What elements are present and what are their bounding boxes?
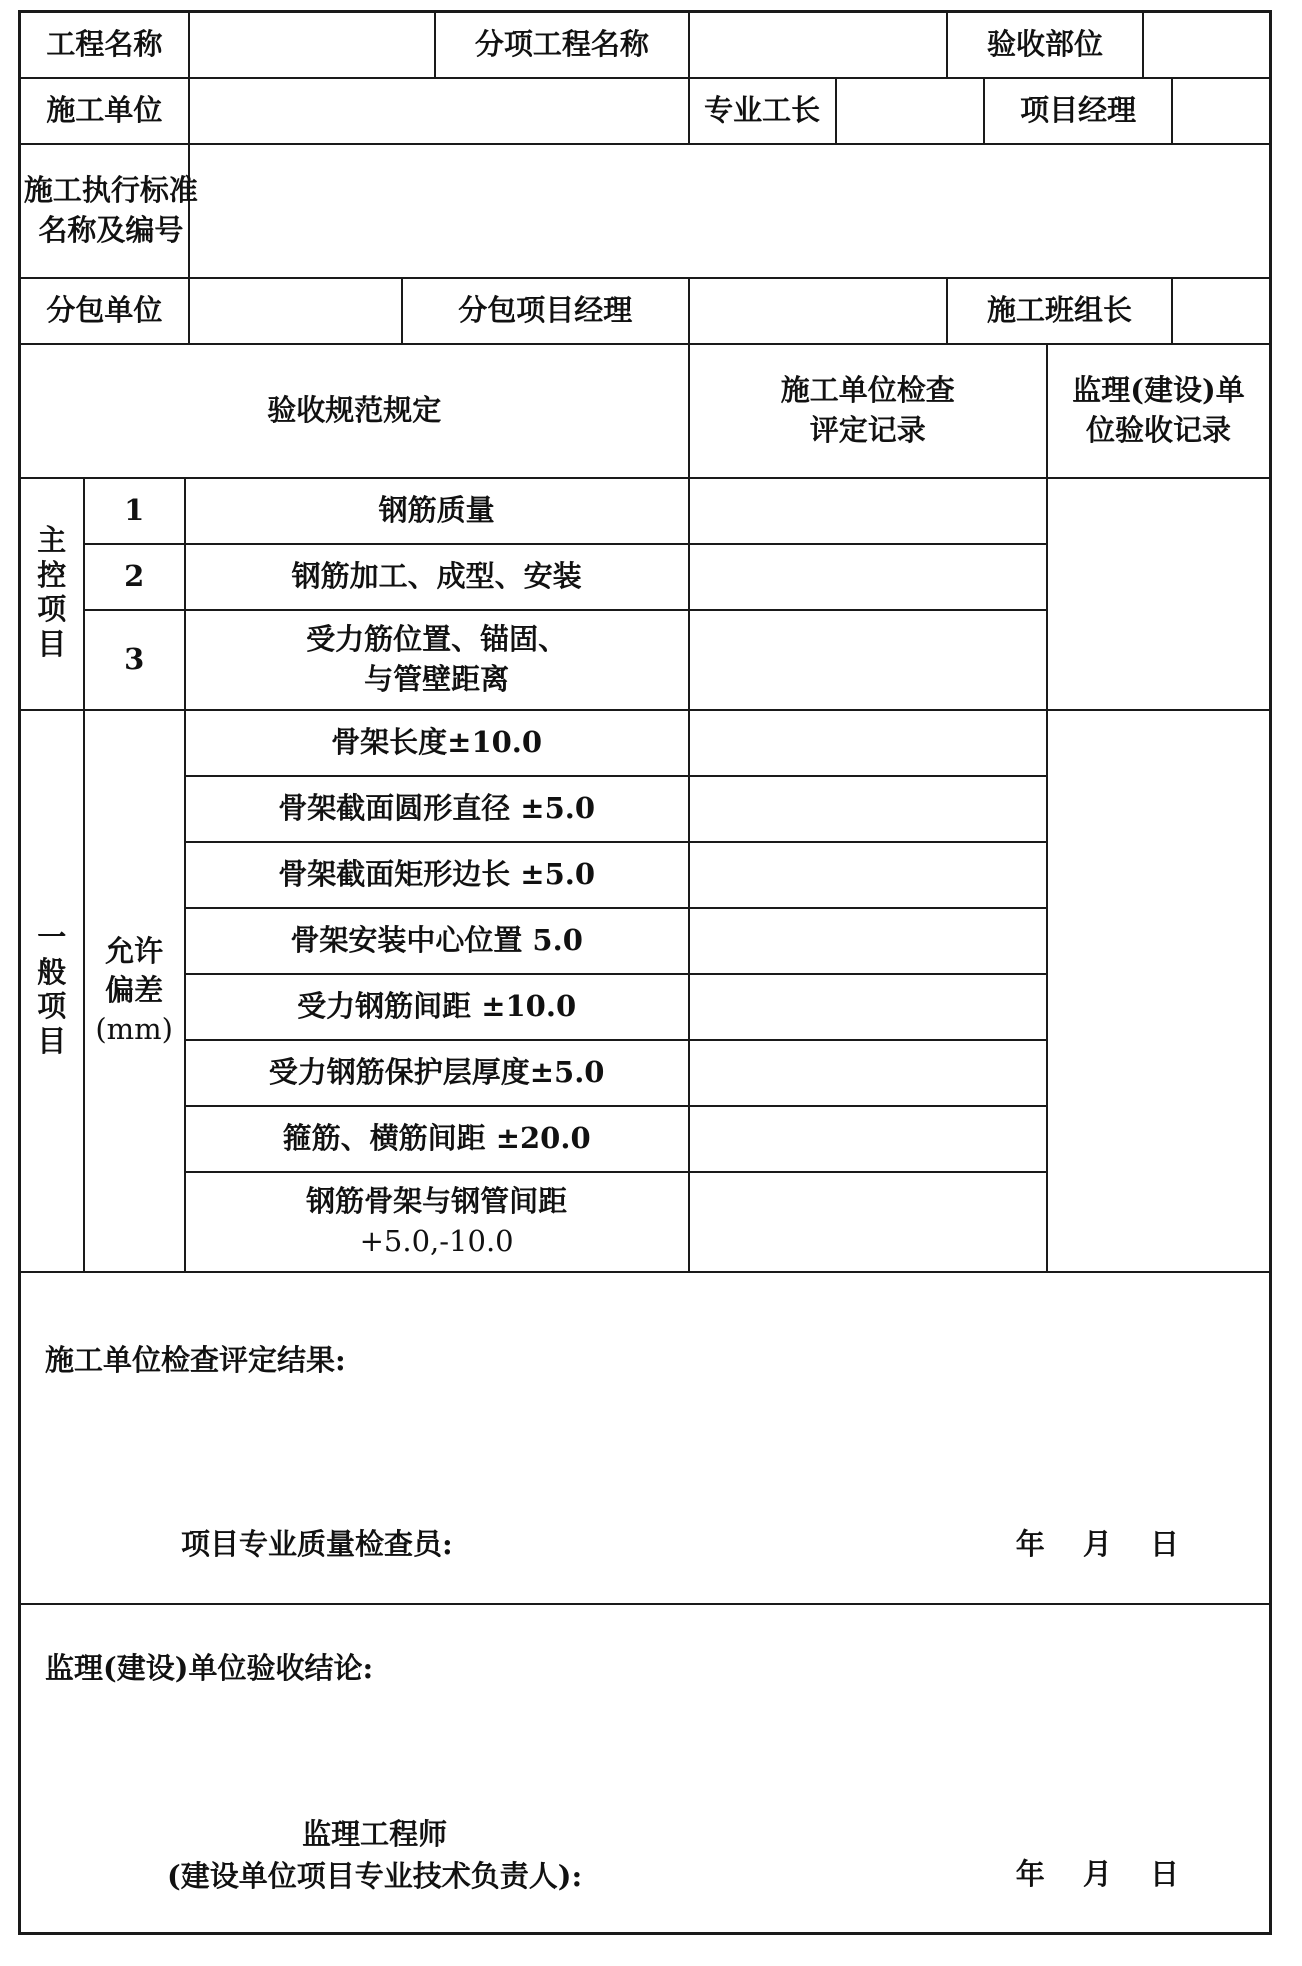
contractor-result-date: 年 月 日 bbox=[1015, 1526, 1179, 1561]
general-item-text: 受力钢筋保护层厚度±5.0 bbox=[185, 1040, 689, 1106]
general-item-text: 骨架安装中心位置 5.0 bbox=[185, 908, 689, 974]
spec-column-header: 验收规范规定 bbox=[20, 344, 689, 478]
construction-unit-label: 施工单位 bbox=[20, 78, 189, 144]
main-item-text: 钢筋加工、成型、安装 bbox=[185, 544, 689, 610]
acceptance-part-field[interactable] bbox=[1143, 12, 1270, 78]
supervisor-record-header-text: 监理(建设)单位验收记录 bbox=[1072, 373, 1245, 447]
sub-project-name-label: 分项工程名称 bbox=[435, 12, 688, 78]
project-name-field[interactable] bbox=[189, 12, 435, 78]
tolerance-label bbox=[84, 710, 185, 1272]
general-item-text: 骨架截面矩形边长 ±5.0 bbox=[185, 842, 689, 908]
supervisor-result-date: 年 月 日 bbox=[1015, 1856, 1179, 1891]
tolerance-label-text: 允许偏差 bbox=[105, 933, 164, 1007]
general-item-text-line: +5.0,-10.0 bbox=[359, 1223, 514, 1258]
main-item-text bbox=[185, 610, 689, 710]
acceptance-form bbox=[18, 10, 1272, 1935]
main-item-no: 1 bbox=[84, 478, 185, 544]
contractor-record-header-text: 施工单位检查评定记录 bbox=[780, 373, 955, 447]
tick-record-row[interactable] bbox=[689, 974, 1048, 1040]
contractor-result-section[interactable] bbox=[20, 1272, 1271, 1604]
team-leader-label: 施工班组长 bbox=[947, 278, 1172, 344]
general-items-label bbox=[20, 710, 84, 1272]
subcontract-unit-field[interactable] bbox=[189, 278, 402, 344]
tick-record-row[interactable] bbox=[689, 1040, 1048, 1106]
foreman-field[interactable] bbox=[836, 78, 984, 144]
main-item-no: 3 bbox=[84, 610, 185, 710]
main-item-text-line: 与管壁距离 bbox=[364, 661, 510, 696]
construction-unit-field[interactable] bbox=[189, 78, 689, 144]
supervisor-record-cell[interactable] bbox=[1047, 710, 1270, 1272]
contractor-record-cell[interactable] bbox=[689, 544, 1048, 610]
general-item-text: 骨架长度±10.0 bbox=[185, 710, 689, 776]
supervisor-result-title: 监理(建设)单位验收结论: bbox=[45, 1650, 374, 1685]
project-manager-field[interactable] bbox=[1172, 78, 1270, 144]
general-item-text: 受力钢筋间距 ±10.0 bbox=[185, 974, 689, 1040]
general-items-label-text: 一般项目 bbox=[37, 919, 67, 1059]
supervising-engineer-line: (建设单位项目专业技术负责人): bbox=[167, 1858, 583, 1893]
tick-record-row[interactable] bbox=[689, 776, 1048, 842]
supervisor-result-section[interactable] bbox=[20, 1604, 1271, 1934]
supervisor-record-cell[interactable] bbox=[1047, 478, 1270, 710]
main-item-text: 钢筋质量 bbox=[185, 478, 689, 544]
contractor-result-title: 施工单位检查评定结果: bbox=[45, 1342, 346, 1377]
supervising-engineer-line: 监理工程师 bbox=[302, 1816, 448, 1851]
standard-label bbox=[20, 144, 198, 278]
subcontract-unit-label: 分包单位 bbox=[20, 278, 189, 344]
tolerance-unit: (mm) bbox=[95, 1012, 173, 1047]
tick-record-row[interactable] bbox=[689, 842, 1048, 908]
contractor-record-header bbox=[689, 344, 1048, 478]
standard-field[interactable] bbox=[189, 144, 1271, 278]
project-manager-label: 项目经理 bbox=[984, 78, 1172, 144]
tick-record-row[interactable] bbox=[689, 1106, 1048, 1172]
foreman-label: 专业工长 bbox=[689, 78, 836, 144]
main-item-text-line: 受力筋位置、锚固、 bbox=[306, 622, 568, 657]
general-item-text: 骨架截面圆形直径 ±5.0 bbox=[185, 776, 689, 842]
contractor-record-cell[interactable] bbox=[689, 478, 1048, 544]
main-control-label bbox=[20, 478, 84, 710]
general-item-text: 箍筋、横筋间距 ±20.0 bbox=[185, 1106, 689, 1172]
supervising-engineer-signature bbox=[167, 1813, 582, 1897]
general-item-text bbox=[185, 1172, 689, 1272]
sub-project-name-field[interactable] bbox=[689, 12, 947, 78]
acceptance-part-label: 验收部位 bbox=[947, 12, 1143, 78]
tick-record-row[interactable] bbox=[689, 1172, 1048, 1272]
team-leader-field[interactable] bbox=[1172, 278, 1270, 344]
quality-inspector-label: 项目专业质量检查员: bbox=[181, 1526, 453, 1561]
main-control-label-text: 主控项目 bbox=[37, 522, 67, 662]
tick-record-row[interactable] bbox=[689, 710, 1048, 776]
contractor-record-cell[interactable] bbox=[689, 610, 1048, 710]
project-name-label: 工程名称 bbox=[20, 12, 189, 78]
standard-label-text: 施工执行标准名称及编号 bbox=[23, 173, 198, 247]
tick-record-row[interactable] bbox=[689, 908, 1048, 974]
supervisor-record-header bbox=[1047, 344, 1270, 478]
main-item-no: 2 bbox=[84, 544, 185, 610]
subcontract-manager-label: 分包项目经理 bbox=[402, 278, 688, 344]
subcontract-manager-field[interactable] bbox=[689, 278, 947, 344]
general-item-text-line: 钢筋骨架与钢管间距 bbox=[306, 1184, 568, 1219]
